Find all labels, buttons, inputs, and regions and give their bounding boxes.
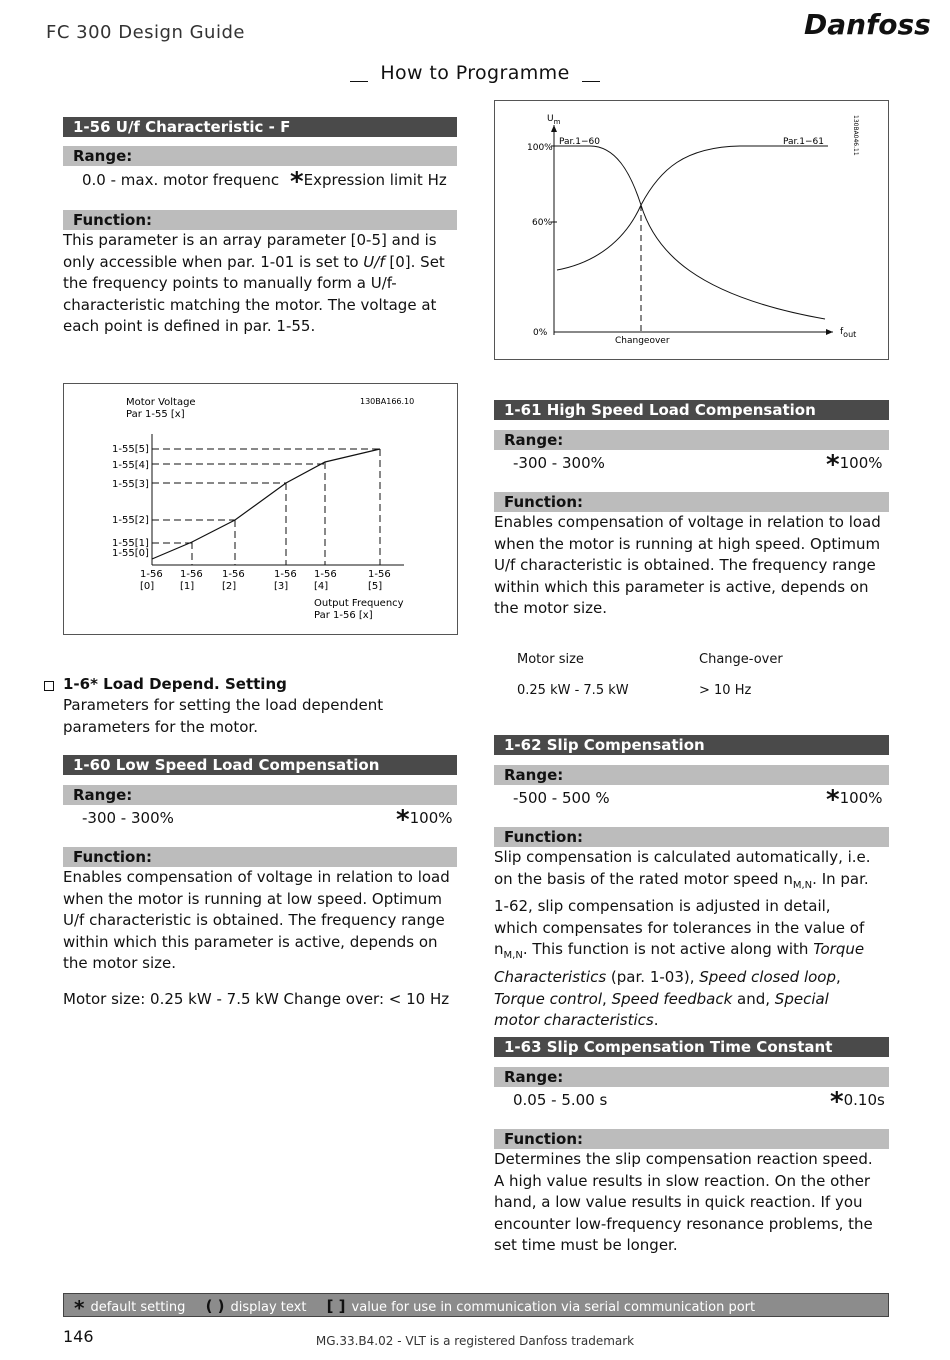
x-index-0: [0] bbox=[140, 581, 155, 592]
figure-id: 130BA166.10 bbox=[360, 397, 415, 406]
param-161-range-label: Range: bbox=[494, 430, 889, 450]
par-1-61-label: Par.1−61 bbox=[783, 137, 824, 147]
y-label-3: 1-55[3] bbox=[112, 479, 149, 490]
param-163-title: 1-63 Slip Compensation Time Constant bbox=[494, 1037, 889, 1057]
param-162-range-value: -500 - 500 % bbox=[513, 789, 610, 807]
param-163-function-text: Determines the slip compensation reaction speed. A high value results in slow reaction. On the other hand, a low value results in quick reaction. If you encounter low-frequency resonance problems, the set time must be longer. bbox=[494, 1150, 873, 1255]
legend-bracket: [ ] bbox=[326, 1297, 346, 1315]
y-label-4: 1-55[4] bbox=[112, 460, 149, 471]
x-axis-label: fout bbox=[840, 327, 857, 339]
legend-bracket-text: value for use in communication via serial communication port bbox=[351, 1300, 756, 1315]
param-162-function-label: Function: bbox=[494, 827, 889, 847]
param-163-range-label: Range: bbox=[494, 1067, 889, 1087]
param-156-default: *Expression limit Hz bbox=[290, 167, 447, 197]
param-161-function-label: Function: bbox=[494, 492, 889, 512]
x-label-3: 1-56 bbox=[274, 569, 297, 580]
param-160-motor-size: Motor size: 0.25 kW - 7.5 kW Change over: < 10 Hz bbox=[63, 990, 450, 1008]
par-1-60-label: Par.1−60 bbox=[559, 137, 600, 147]
x-labels bbox=[140, 569, 391, 592]
document-title: FC 300 Design Guide bbox=[46, 22, 245, 43]
param-156-default-value: Expression limit Hz bbox=[303, 171, 447, 189]
legend-star-text: default setting bbox=[90, 1300, 186, 1315]
legend-paren-text: display text bbox=[230, 1300, 307, 1315]
param-163-range-value: 0.05 - 5.00 s bbox=[513, 1091, 608, 1109]
y-axis-label: $U_m$ bbox=[547, 114, 561, 126]
x-label-2: 1-56 bbox=[222, 569, 245, 580]
x-label-0: 1-56 bbox=[140, 569, 163, 580]
y-title-1: Motor Voltage bbox=[126, 397, 196, 408]
param-156-range-value: 0.0 - max. motor frequenc bbox=[82, 171, 280, 189]
curve-par-1-61 bbox=[557, 146, 828, 270]
curve-par-1-60 bbox=[557, 146, 825, 319]
chapter-heading bbox=[0, 62, 950, 84]
group-16-text: Parameters for setting the load dependent parameters for the motor. bbox=[63, 696, 384, 736]
param-162-range-label: Range: bbox=[494, 765, 889, 785]
y-label-0: 1-55[0] bbox=[112, 548, 149, 559]
param-161-default: *100% bbox=[826, 450, 883, 480]
tick-100: 100% bbox=[527, 143, 553, 153]
tick-60: 60% bbox=[532, 218, 553, 228]
y-labels bbox=[112, 444, 149, 559]
logo-text: Danfoss bbox=[804, 8, 931, 41]
uf-array-figure bbox=[63, 383, 458, 635]
param-160-default: *100% bbox=[396, 805, 453, 835]
changeover-chart bbox=[495, 101, 888, 359]
x-index-3: [3] bbox=[274, 581, 289, 592]
group-16-title: 1-6* Load Depend. Setting bbox=[63, 675, 287, 693]
changeover-label: Changeover bbox=[615, 336, 670, 346]
x-title-1: Output Frequency bbox=[314, 598, 404, 609]
x-label-5: 1-56 bbox=[368, 569, 391, 580]
tick-0: 0% bbox=[533, 328, 548, 338]
legend-bar bbox=[63, 1293, 889, 1320]
param-156-range-label: Range: bbox=[63, 146, 457, 166]
param-156-function-text: This parameter is an array parameter [0-5] and is only accessible when par. 1-01 is set to U/f [0]. Set the frequency points to manually form a U/f-characteristic matching the motor. The voltage at each point is defined in par. 1-55. bbox=[63, 231, 445, 336]
x-label-1: 1-56 bbox=[180, 569, 203, 580]
uf-changeover-figure bbox=[494, 100, 889, 360]
param-162-default: *100% bbox=[826, 785, 883, 815]
table-head-motor-size: Motor size bbox=[517, 652, 584, 667]
x-label-4: 1-56 bbox=[314, 569, 337, 580]
y-label-1: 1-55[1] bbox=[112, 538, 149, 549]
param-156-title: 1-56 U/f Characteristic - F bbox=[63, 117, 457, 137]
table-cell-changeover: > 10 Hz bbox=[699, 683, 752, 698]
group-bullet bbox=[44, 681, 54, 691]
x-index-2: [2] bbox=[222, 581, 237, 592]
uf-array-chart bbox=[64, 384, 457, 634]
guide-lines bbox=[152, 449, 380, 565]
x-index-5: [5] bbox=[368, 581, 383, 592]
figure-id: 130BA046.11 bbox=[852, 115, 859, 156]
y-label-5: 1-55[5] bbox=[112, 444, 149, 455]
trademark-note: MG.33.B4.02 - VLT is a registered Danfoss trademark bbox=[315, 1334, 635, 1348]
y-label-2: 1-55[2] bbox=[112, 515, 149, 526]
param-156-function-label: Function: bbox=[63, 210, 457, 230]
danfoss-logo bbox=[800, 4, 931, 44]
table-head-changeover: Change-over bbox=[699, 652, 783, 667]
param-160-range-label: Range: bbox=[63, 785, 457, 805]
param-160-function-text: Enables compensation of voltage in relation to load when the motor is running at low speed. Optimum U/f characteristic is obtained. The frequency range within which this parameter is active, depends on the motor size. bbox=[63, 868, 450, 973]
param-160-range-value: -300 - 300% bbox=[82, 809, 174, 827]
param-161-function-text: Enables compensation of voltage in relation to load when the motor is running at high speed. Optimum U/f characteristic is obtained. The frequency range within which this parameter is active, depends on the motor size. bbox=[494, 513, 881, 618]
legend-paren: ( ) bbox=[205, 1297, 225, 1315]
x-title-2: Par 1-56 [x] bbox=[314, 610, 373, 621]
param-162-function-text: Slip compensation is calculated automatically, i.e. on the basis of the rated motor speed $n_{M,N}$. In par. 1-62, slip compensation is adjusted in detail, which compensates for tolerances in the value of $n_{M,N}$. This function is not active along with Torque Characteristics (par. 1-03), Speed closed loop, Torque control, Speed feedback and, Special motor characteristics. bbox=[494, 848, 871, 1030]
param-160-title: 1-60 Low Speed Load Compensation bbox=[63, 755, 457, 775]
x-index-4: [4] bbox=[314, 581, 329, 592]
param-161-range-value: -300 - 300% bbox=[513, 454, 605, 472]
param-162-title: 1-62 Slip Compensation bbox=[494, 735, 889, 755]
table-cell-motor-size: 0.25 kW - 7.5 kW bbox=[517, 683, 629, 698]
param-163-function-label: Function: bbox=[494, 1129, 889, 1149]
x-index-1: [1] bbox=[180, 581, 195, 592]
param-160-function-label: Function: bbox=[63, 847, 457, 867]
page-number: 146 bbox=[63, 1327, 94, 1346]
legend-star: * bbox=[74, 1296, 85, 1320]
param-163-default: *0.10s bbox=[830, 1087, 885, 1117]
param-161-title: 1-61 High Speed Load Compensation bbox=[494, 400, 889, 420]
chapter-title: How to Programme bbox=[380, 62, 570, 84]
y-title-2: Par 1-55 [x] bbox=[126, 409, 185, 420]
